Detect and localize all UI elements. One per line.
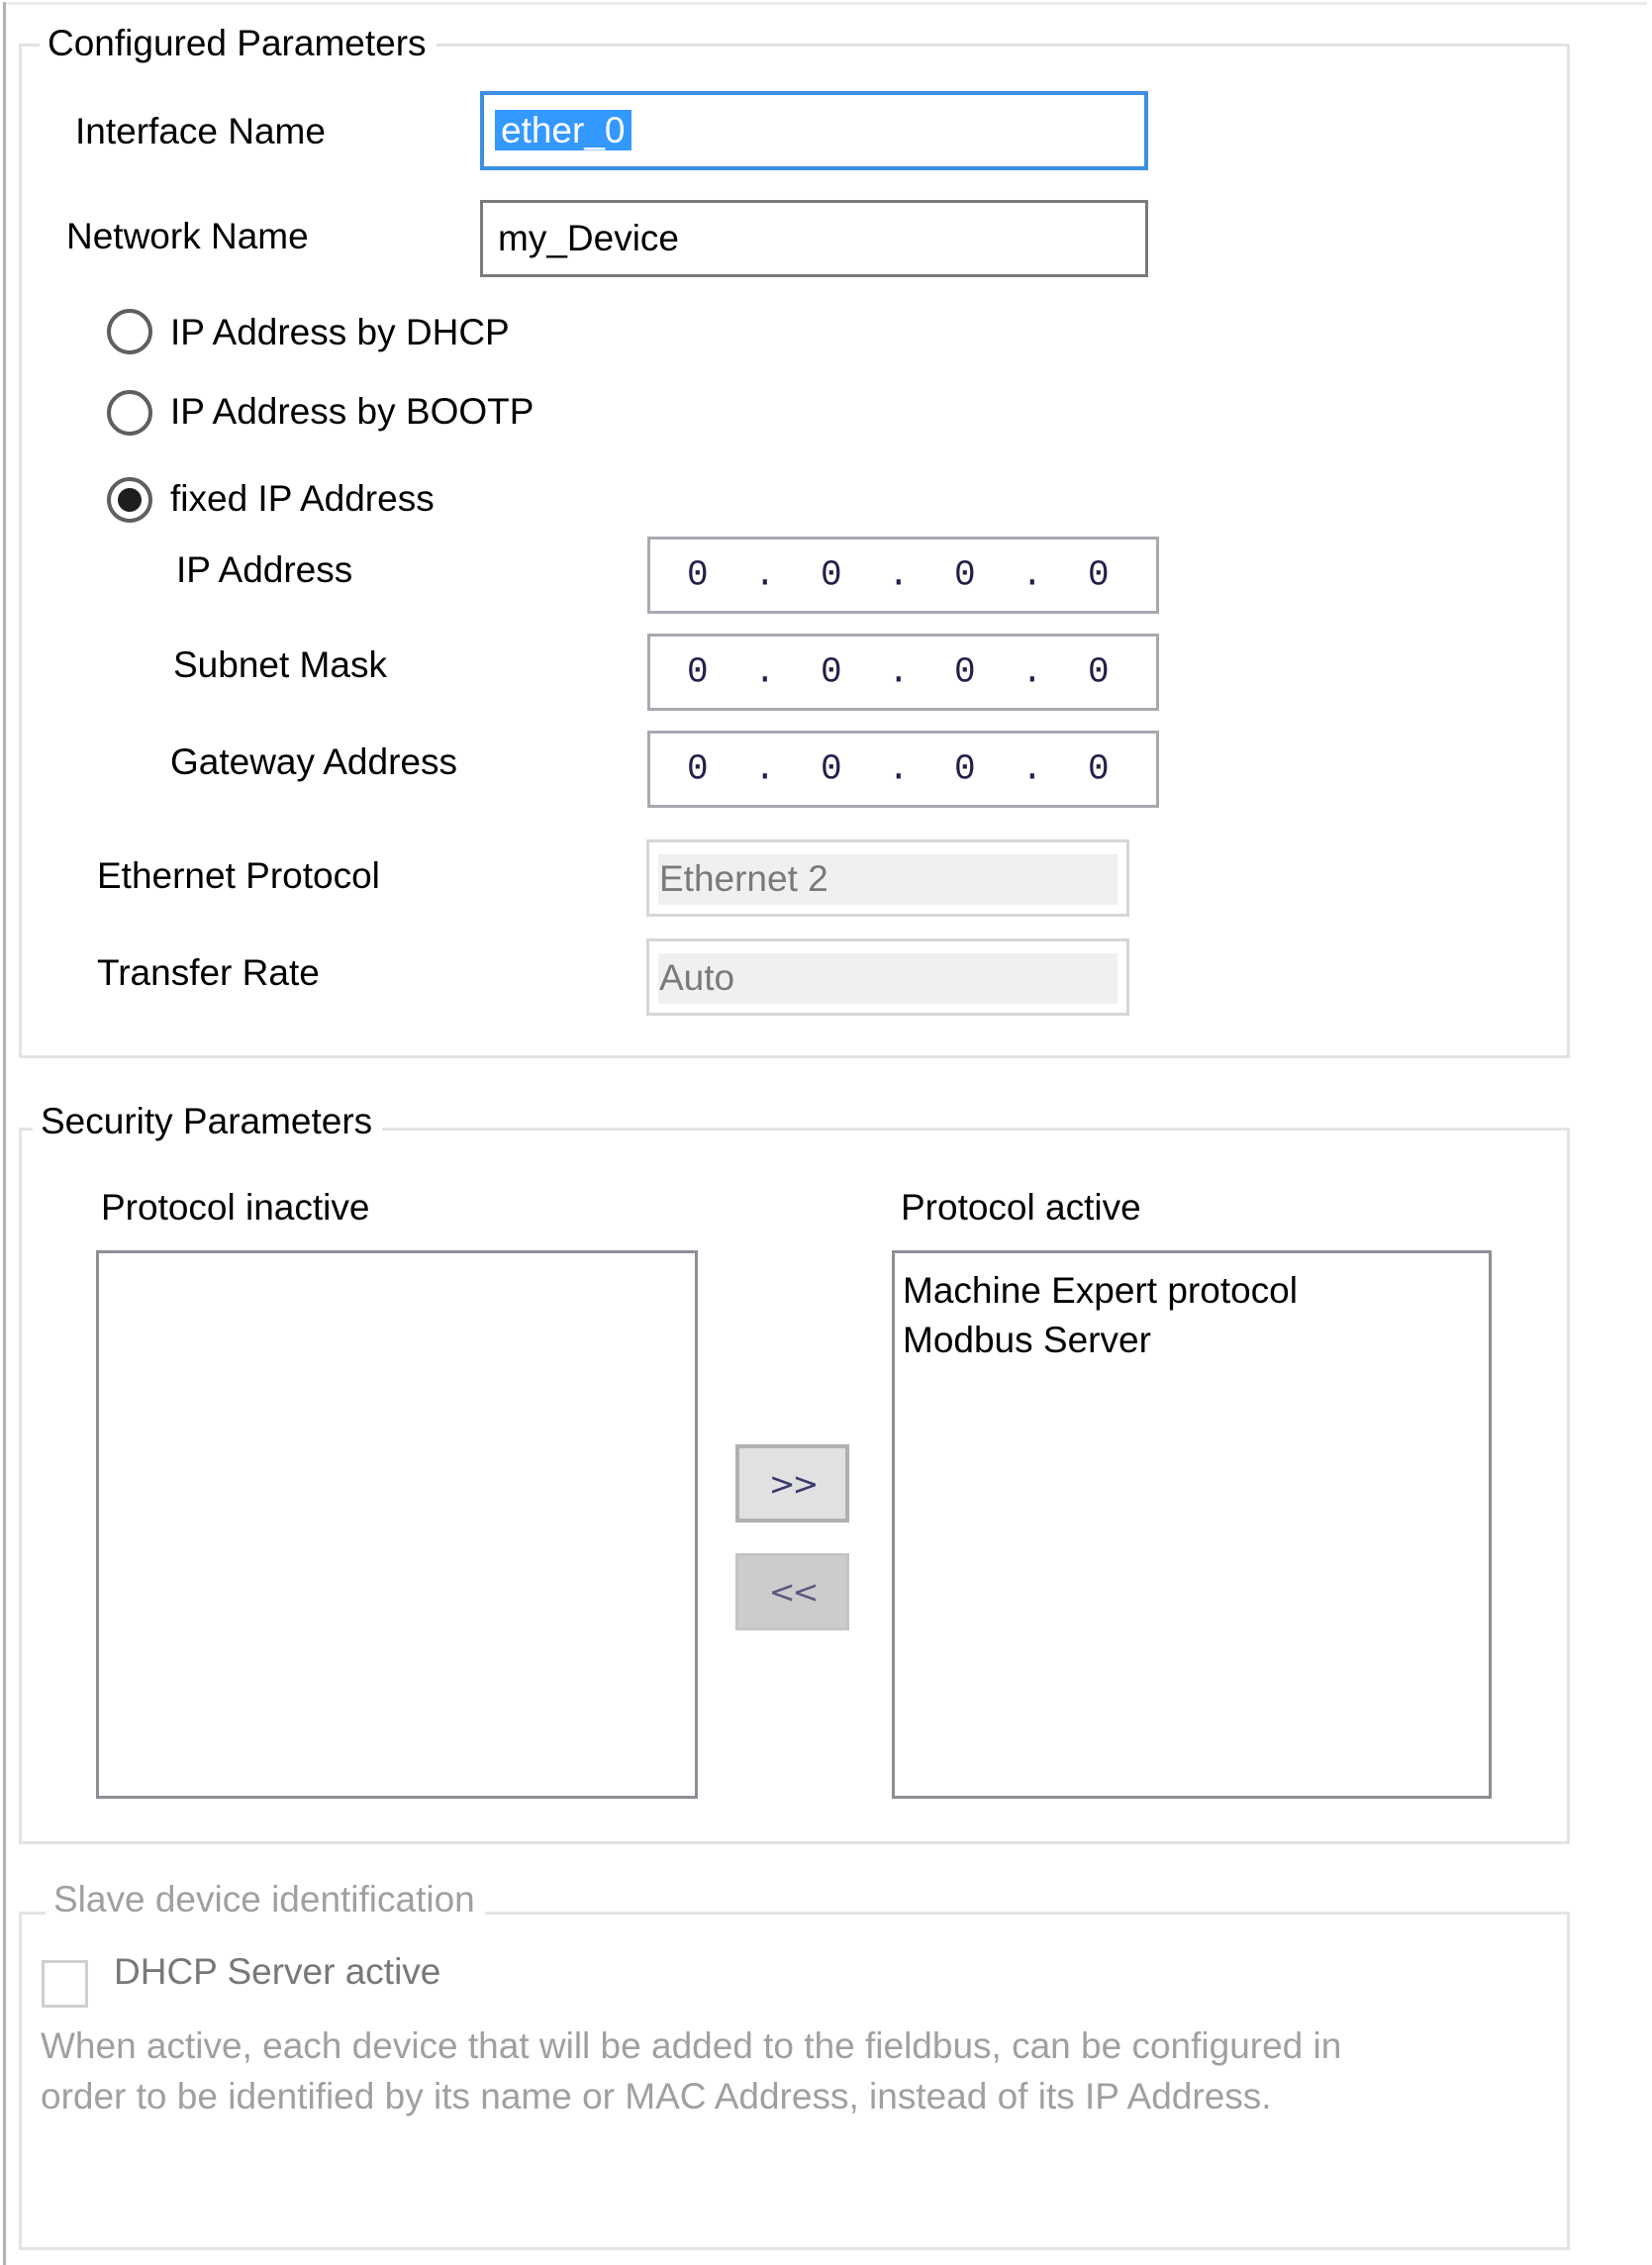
- radio-selected-dot: [118, 488, 142, 512]
- gateway-octet-4: 0: [1088, 748, 1110, 790]
- ip-octet-2: 0: [821, 554, 842, 596]
- subnet-mask-input[interactable]: [647, 634, 1159, 711]
- protocol-inactive-list[interactable]: [96, 1250, 698, 1799]
- subnet-octet-4: 0: [1088, 651, 1110, 693]
- ethernet-protocol-label: Ethernet Protocol: [97, 855, 380, 896]
- gateway-address-label: Gateway Address: [170, 741, 457, 782]
- radio-dhcp[interactable]: [107, 309, 152, 354]
- double-chevron-right-icon: >>: [768, 1464, 817, 1503]
- network-name-input[interactable]: [480, 200, 1148, 277]
- subnet-dot: .: [754, 651, 776, 693]
- network-name-label: Network Name: [66, 216, 309, 256]
- interface-name-label: Interface Name: [75, 111, 326, 151]
- activate-protocol-button[interactable]: [735, 1444, 849, 1523]
- radio-bootp[interactable]: [107, 390, 152, 436]
- protocol-inactive-label: Protocol inactive: [101, 1187, 370, 1228]
- radio-dhcp-label[interactable]: IP Address by DHCP: [170, 312, 510, 352]
- list-item[interactable]: Modbus Server: [903, 1320, 1151, 1360]
- deactivate-protocol-button[interactable]: [735, 1553, 849, 1630]
- subnet-mask-label: Subnet Mask: [173, 644, 387, 685]
- gateway-octet-2: 0: [821, 748, 842, 790]
- gateway-dot: .: [888, 748, 910, 790]
- ip-octet-1: 0: [687, 554, 709, 596]
- radio-fixed-ip-label[interactable]: fixed IP Address: [170, 478, 435, 519]
- ip-address-input[interactable]: [647, 537, 1159, 614]
- protocol-active-list[interactable]: [892, 1250, 1492, 1799]
- network-name-value: my_Device: [498, 218, 679, 258]
- interface-name-input[interactable]: [480, 91, 1148, 170]
- ip-octet-3: 0: [954, 554, 976, 596]
- ip-dot: .: [1021, 554, 1043, 596]
- subnet-dot: .: [1021, 651, 1043, 693]
- radio-bootp-label[interactable]: IP Address by BOOTP: [170, 391, 534, 432]
- subnet-octet-3: 0: [954, 651, 976, 693]
- interface-name-value: ether_0: [495, 110, 632, 150]
- subnet-octet-1: 0: [687, 651, 709, 693]
- gateway-address-input[interactable]: [647, 731, 1159, 808]
- security-parameters-legend: Security Parameters: [33, 1100, 382, 1143]
- transfer-rate-field: [646, 938, 1129, 1016]
- ip-dot: .: [888, 554, 910, 596]
- description-line-2: order to be identified by its name or MAC Address, instead of its IP Address.: [41, 2076, 1272, 2117]
- gateway-octet-1: 0: [687, 748, 709, 790]
- ip-address-label: IP Address: [176, 549, 353, 590]
- ip-octet-4: 0: [1088, 554, 1110, 596]
- protocol-active-label: Protocol active: [901, 1187, 1141, 1228]
- subnet-dot: .: [888, 651, 910, 693]
- radio-fixed-ip[interactable]: [107, 477, 152, 523]
- panel-left-border: [3, 2, 6, 2265]
- dhcp-server-description: [41, 2020, 1525, 2121]
- subnet-octet-2: 0: [821, 651, 842, 693]
- gateway-octet-3: 0: [954, 748, 976, 790]
- ethernet-protocol-field: [646, 839, 1129, 917]
- panel-top-border: [4, 2, 1647, 5]
- description-line-1: When active, each device that will be added to the fieldbus, can be configured in: [41, 2025, 1342, 2066]
- ip-dot: .: [754, 554, 776, 596]
- transfer-rate-label: Transfer Rate: [97, 952, 320, 993]
- configured-parameters-legend: Configured Parameters: [40, 22, 437, 65]
- gateway-dot: .: [1021, 748, 1043, 790]
- transfer-rate-value: Auto: [658, 953, 1118, 1004]
- dhcp-server-active-label[interactable]: DHCP Server active: [114, 1951, 441, 1992]
- ethernet-protocol-value: Ethernet 2: [658, 854, 1118, 905]
- list-item[interactable]: Machine Expert protocol: [903, 1270, 1298, 1311]
- double-chevron-left-icon: <<: [768, 1573, 817, 1611]
- gateway-dot: .: [754, 748, 776, 790]
- slave-device-identification-legend: Slave device identification: [46, 1878, 485, 1921]
- dhcp-server-active-checkbox[interactable]: [42, 1960, 88, 2008]
